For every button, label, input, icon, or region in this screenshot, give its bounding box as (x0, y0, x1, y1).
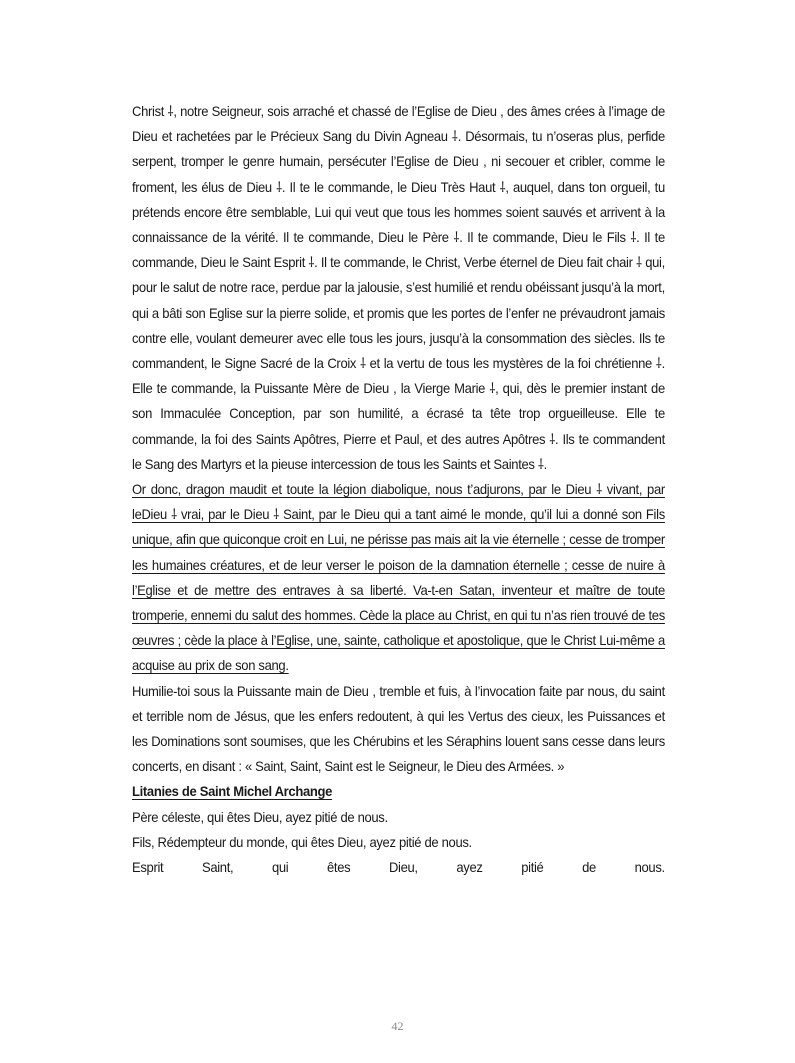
word: êtes (326, 859, 351, 876)
page-number: 42 (391, 1019, 404, 1033)
page-text (132, 99, 665, 880)
word: nous. (634, 859, 665, 876)
word: ayez (456, 859, 483, 876)
litany-line-justified (132, 855, 665, 880)
word: Dieu, (388, 859, 418, 876)
word: de (582, 859, 596, 876)
exorcism-paragraph-3: Humilie-toi sous la Puissante main de Dieu , tremble et fuis, à l’invocation faite par nous, du saint et terrible nom de Jésus, que les enfers redoutent, à qui les Vertus des cieux, les Puissances et les Dominations sont soumises, que les Chérubins et les Séraphins louent sans cesse dans leurs concerts, en disant : « Saint, Saint, Saint est le Seigneur, le Dieu des Armées. » (132, 682, 665, 775)
litany-line: Père céleste, qui êtes Dieu, ayez pitié de nous. (132, 808, 388, 825)
litany-heading: Litanies de Saint Michel Archange (132, 783, 333, 800)
word: qui (271, 859, 289, 876)
exorcism-paragraph-1: Christ ⸸, notre Seigneur, sois arraché et chassé de l’Eglise de Dieu , des âmes crées à l’image de Dieu et rachetées par le Précieux Sang du Divin Agneau ⸸. Désormais, tu n’oseras plus, perfide serpent, tromper le genre humain, persécuter l’Eglise de Dieu , ni secouer et cribler, comme le froment, les élus de Dieu ⸸. Il te le commande, le Dieu Très Haut ⸸, auquel, dans ton orgueil, tu prétends encore être semblable, Lui qui veut que tous les hommes soient sauvés et arrivent à la connaissance de la vérité. Il te commande, Dieu le Père ⸸. Il te commande, Dieu le Fils ⸸. Il te commande, Dieu le Saint Esprit ⸸. Il te commande, le Christ, Verbe éternel de Dieu fait chair ⸸ qui, pour le salut de notre race, perdue par la jalousie, s’est humilié et rendu obéissant jusqu’à la mort, qui a bâti son Eglise sur la pierre solide, et promis que les portes de l’enfer ne prévaudront jamais contre elle, voulant demeurer avec elle tous les jours, jusqu’à la consommation des siècles. Ils te commandent, le Signe Sacré de la Croix ⸸ et la vertu de tous les mystères de la foi chrétienne ⸸. Elle te commande, la Puissante Mère de Dieu , la Vierge Marie ⸸, qui, dès le premier instant de son Immaculée Conception, par son humilité, a écrasé ta tête trop orgueilleuse. Elle te commande, la foi des Saints Apôtres, Pierre et Paul, et des autres Apôtres ⸸. Ils te commandent le Sang des Martyrs et la pieuse intercession de tous les Saints et Saintes ⸸. (132, 103, 665, 472)
word: Saint, (201, 859, 234, 876)
word: pitié (521, 859, 544, 876)
litany-section (132, 779, 665, 880)
litany-line: Fils, Rédempteur du monde, qui êtes Dieu, ayez pitié de nous. (132, 833, 472, 850)
word: Esprit (132, 859, 164, 876)
exorcism-paragraph-2-underlined: Or donc, dragon maudit et toute la légion diabolique, nous t’adjurons, par le Dieu ⸸ vivant, par leDieu ⸸ vrai, par le Dieu ⸸ Saint, par le Dieu qui a tant aimé le monde, qu’il lui a donné son Fils unique, afin que quiconque croit en Lui, ne périsse pas mais ait la vie éternelle ; cesse de tromper les humaines créatures, et de leur verser le poison de la damnation éternelle ; cesse de nuire à l’Eglise et de mettre des entraves à sa liberté. Va-t-en Satan, inventeur et maître de toute tromperie, ennemi du salut des hommes. Cède la place au Christ, en qui tu n’as rien trouvé de tes œuvres ; cède la place à l’Eglise, une, sainte, catholique et apostolique, que le Christ Lui-même a acquise au prix de son sang. (132, 481, 665, 674)
